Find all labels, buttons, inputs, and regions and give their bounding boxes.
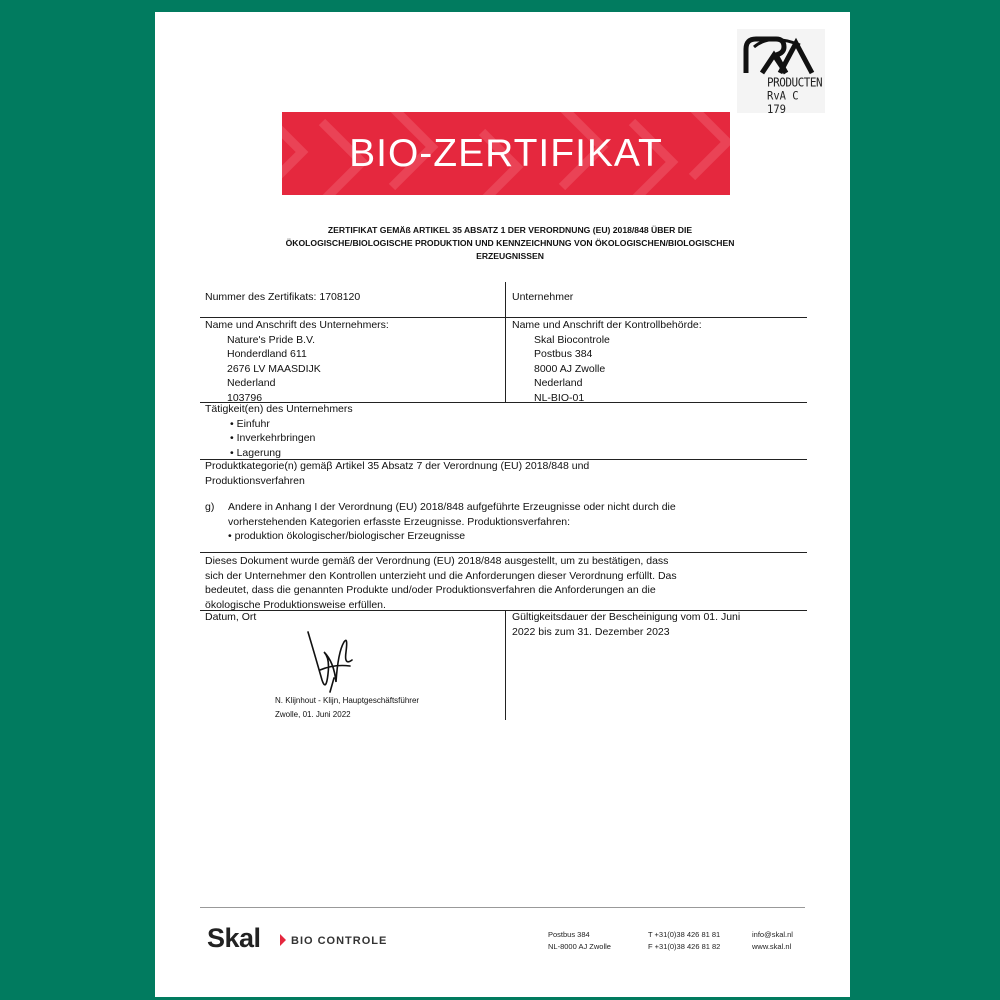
category-block (205, 459, 589, 488)
statement-line: bedeutet, dass die genannten Produkte und/oder Produktionsverfahren die Anforderungen an die (205, 584, 656, 596)
footer-phone (648, 929, 720, 953)
operator-line: Nature's Pride B.V. (227, 333, 315, 346)
authority-label: Name und Anschrift der Kontrollbehörde: (512, 319, 702, 331)
operator-role: Unternehmer (512, 291, 574, 303)
activities-label: Tätigkeit(en) des Unternehmers (205, 403, 353, 415)
authority-line: 8000 AJ Zwolle (534, 362, 606, 375)
date-place-label: Datum, Ort (205, 611, 257, 623)
subtitle-line: ZERTIFIKAT GEMÄß ARTIKEL 35 ABSATZ 1 DER VERORDNUNG (EU) 2018/848 ÜBER DIE (327, 225, 693, 235)
operator-line: Honderdland 611 (227, 348, 307, 360)
footer-address-line: NL-8000 AJ Zwolle (548, 942, 611, 951)
rva-accreditation-logo (737, 29, 825, 117)
category-g-line: Andere in Anhang I der Verordnung (EU) 2018/848 aufgeführte Erzeugnisse oder nicht durch die (228, 501, 676, 513)
statement-line: sich der Unternehmer den Kontrollen unterzieht und die Anforderungen dieser Verordnung erfüllt. Das (205, 569, 677, 582)
handwritten-signature (300, 622, 360, 697)
banner-title: BIO-ZERTIFIKAT (349, 131, 663, 175)
activity-item: • Inverkehrbringen (230, 432, 316, 444)
activity-item: • Lagerung (230, 446, 281, 459)
activities-block (205, 402, 353, 460)
rva-emblem-icon (740, 35, 822, 75)
operator-block (205, 318, 389, 405)
skal-logo: Skal (207, 923, 261, 953)
category-line: Produktionsverfahren (205, 474, 305, 487)
category-line: Produktkategorie(n) gemäβ Artikel 35 Absatz 7 der Verordnung (EU) 2018/848 und (205, 460, 590, 472)
authority-line: Skal Biocontrole (534, 333, 610, 346)
authority-line: Nederland (534, 377, 583, 389)
table-border (200, 552, 807, 553)
footer-website-link[interactable]: www.skal.nl (752, 942, 792, 951)
authority-line: NL-BIO-01 (534, 391, 585, 404)
category-g-letter: g) (205, 501, 215, 513)
operator-label: Name und Anschrift des Unternehmers: (205, 319, 389, 331)
validity-line: 2022 bis zum 31. Dezember 2023 (512, 625, 670, 638)
footer-web[interactable] (752, 929, 793, 953)
statement-line: Dieses Dokument wurde gemäß der Verordnung (EU) 2018/848 ausgestellt, um zu bestätigen, dass (205, 555, 669, 567)
validity-line: Gültigkeitsdauer der Bescheinigung vom 01. Juni (512, 611, 741, 623)
operator-line: 2676 LV MAASDIJK (227, 362, 321, 375)
authority-line: Postbus 384 (534, 348, 593, 360)
operator-line: Nederland (227, 377, 276, 389)
certificate-page (155, 12, 850, 997)
subtitle-line: ERZEUGNISSEN (476, 251, 544, 261)
subtitle-line: ÖKOLOGISCHE/BIOLOGISCHE PRODUKTION UND KENNZEICHNUNG VON ÖKOLOGISCHEN/BIOLOGISCHEN (285, 238, 735, 248)
rva-logo-line1: PRODUCTEN (767, 75, 823, 90)
statement-block (205, 554, 677, 612)
footer-phone-line: T +31(0)38 426 81 81 (648, 930, 721, 939)
category-g-block (228, 500, 676, 544)
category-g-line: vorherstehenden Kategorien erfasste Erzeugnisse. Produktionsverfahren: (228, 515, 571, 528)
table-border (505, 282, 506, 402)
rva-logo-line2: RvA C 179 (767, 89, 799, 117)
footer-email-link[interactable]: info@skal.nl (752, 930, 793, 939)
footer-address (548, 929, 611, 953)
table-border (505, 610, 506, 720)
certificate-number: Nummer des Zertifikats: 1708120 (205, 291, 361, 303)
title-banner (282, 112, 730, 195)
footer-phone-line: F +31(0)38 426 81 82 (648, 942, 721, 951)
signed-place-date: Zwolle, 01. Juni 2022 (275, 710, 351, 719)
authority-block (512, 318, 702, 405)
validity-block (512, 610, 740, 639)
chevron-right-icon (280, 934, 286, 946)
regulation-subtitle (275, 224, 745, 263)
skal-logo-subtitle: BIO CONTROLE (291, 935, 388, 947)
signatory-name: N. Klijnhout - Klijn, Hauptgeschäftsführer (275, 696, 420, 705)
footer-divider (200, 907, 805, 908)
activity-item: • Einfuhr (230, 417, 270, 430)
category-g-line: • produktion ökologischer/biologischer Erzeugnisse (228, 530, 466, 542)
footer-address-line: Postbus 384 (548, 930, 590, 939)
statement-line: ökologische Produktionsweise erfüllen. (205, 598, 386, 611)
operator-line: 103796 (227, 391, 263, 404)
